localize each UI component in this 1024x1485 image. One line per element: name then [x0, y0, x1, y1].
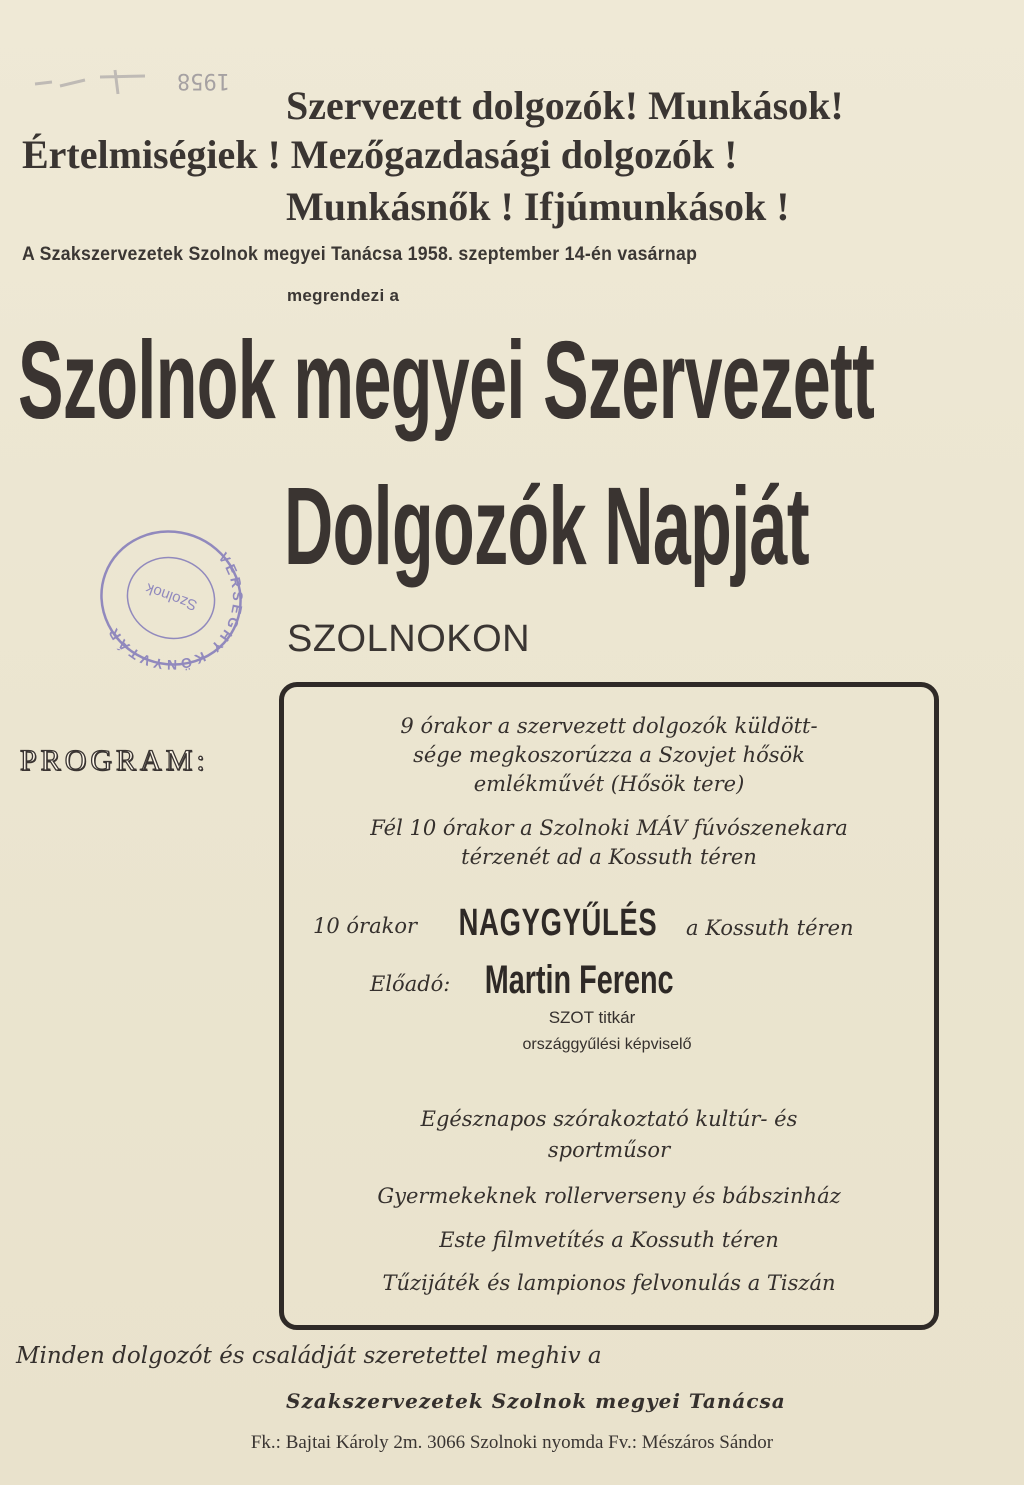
program-item-5: Gyermekeknek rollerverseny és bábszinház	[377, 1184, 841, 1208]
program-label: PROGRAM:	[20, 744, 209, 777]
program-item-2-line-1: Fél 10 órakor a Szolnoki MÁV fúvószenekara	[370, 816, 848, 840]
program-item-1-line-2: sége megkoszorúzza a Szovjet hősök	[413, 743, 805, 767]
city-name: SZOLNOKON	[287, 618, 531, 660]
program-item-3-prefix: 10 órakor	[313, 914, 418, 938]
headline-line-2: Dolgozók Napját	[284, 465, 809, 588]
headline-line-1: Szolnok megyei Szervezett	[18, 319, 875, 442]
rally-emphasis: NAGYGYŰLÉS	[458, 902, 658, 944]
program-item-1-line-1: 9 órakor a szervezett dolgozók küldött-	[400, 714, 818, 738]
salutation-line-3: Munkásnők ! Ifjúmunkások !	[286, 184, 790, 229]
program-item-3-suffix: a Kossuth téren	[686, 916, 854, 940]
program-item-6: Este filmvetítés a Kossuth téren	[439, 1228, 779, 1252]
archive-mark	[30, 62, 240, 102]
program-item-3-emphasis-wrap	[420, 902, 696, 945]
speaker-title-2: országgyűlési képviselő	[522, 1036, 692, 1053]
program-item-1-line-3: emlékművét (Hősök tere)	[473, 772, 745, 796]
program-item-2-line-2: térzenét ad a Kossuth téren	[461, 845, 757, 869]
invitation-text: Minden dolgozót és családját szeretettel meghiv a	[16, 1343, 602, 1369]
speaker-title-1: SZOT titkár	[548, 1008, 636, 1027]
speaker-name-wrap	[448, 958, 710, 1003]
salutation-line-2: Értelmiségiek ! Mezőgazdasági dolgozók !	[22, 132, 738, 177]
printer-imprint: Fk.: Bajtai Károly 2m. 3066 Szolnoki nyomda Fv.: Mészáros Sándor	[250, 1432, 774, 1453]
program-item-4-line-2: sportműsor	[547, 1138, 671, 1162]
intro-line-2: megrendezi a	[287, 286, 400, 305]
program-item-7: Tűzijáték és lampionos felvonulás a Tiszán	[382, 1271, 836, 1295]
salutation-line-1: Szervezett dolgozók! Munkások!	[286, 83, 844, 128]
speaker-label: Előadó:	[370, 972, 451, 996]
speaker-name: Martin Ferenc	[484, 958, 674, 1002]
stamp-center-text: Szolnok	[143, 579, 200, 614]
intro-line: A Szakszervezetek Szolnok megyei Tanácsa 1958. szeptember 14-én vasárnap	[22, 244, 698, 265]
program-item-4-line-1: Egésznapos szórakoztató kultúr- és	[420, 1107, 798, 1131]
stamp-ring-text: VERSEGHY KÖNYVTÁR	[103, 549, 246, 674]
organizer-signature: Szakszervezetek Szolnok megyei Tanácsa	[286, 1389, 786, 1413]
archive-mark-text: 1958	[177, 68, 230, 93]
library-stamp	[86, 520, 256, 680]
